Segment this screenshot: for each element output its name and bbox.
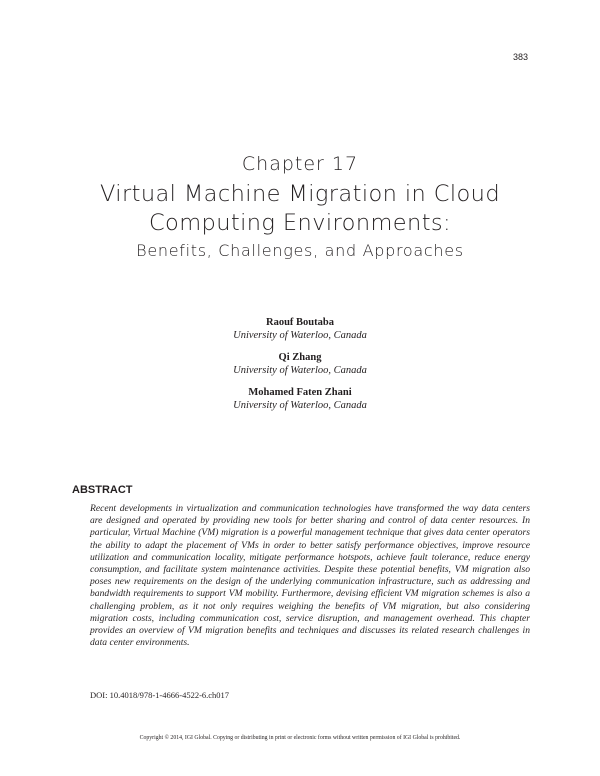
chapter-title: Virtual Machine Migration in Cloud Computing Environments: — [100, 181, 500, 236]
author-name: Qi Zhang — [278, 352, 322, 363]
page-number: 383 — [512, 52, 528, 62]
author-entry — [0, 316, 600, 342]
author-entry — [0, 351, 600, 377]
author-name: Mohamed Faten Zhani — [248, 387, 352, 398]
doi-text: DOI: 10.4018/978-1-4666-4522-6.ch017 — [90, 690, 230, 700]
author-name: Raouf Boutaba — [266, 317, 334, 328]
chapter-label: Chapter 17 — [241, 153, 359, 175]
abstract-heading: ABSTRACT — [72, 484, 133, 496]
author-entry — [0, 386, 600, 412]
copyright-notice: Copyright © 2014, IGI Global. Copying or distributing in print or electronic forms without written permission of IGI Global is prohibited. — [139, 735, 461, 741]
author-affiliation: University of Waterloo, Canada — [233, 365, 367, 376]
title-block — [0, 152, 600, 262]
abstract-text: Recent developments in virtualization and communication technologies have transformed the way data centers are designed and operated by providing new tools for better sharing and control of data center resources. In particular, Virtual Machine (VM) migration is a powerful management technique that gives data center operators the ability to adapt the placement of VMs in order to better satisfy performance objectives, improve resource utilization and communication locality, mitigate performance hotspots, achieve fault tolerance, reduce energy consumption, and facilitate system maintenance activities. Despite these potential benefits, VM migration also poses new requirements on the design of the underlying communication infrastructure, such as addressing and bandwidth requirements to support VM mobility. Furthermore, devising efficient VM migration schemes is also a challenging problem, as it not only requires weighing the benefits of VM migration, but also considering migration costs, including communication cost, service disruption, and management overhead. This chapter provides an overview of VM migration benefits and techniques and discusses its related research challenges in data center environments. — [90, 503, 530, 649]
author-affiliation: University of Waterloo, Canada — [233, 330, 367, 341]
chapter-subtitle: Benefits, Challenges, and Approaches — [136, 241, 464, 260]
author-affiliation: University of Waterloo, Canada — [233, 400, 367, 411]
author-list — [0, 316, 600, 421]
